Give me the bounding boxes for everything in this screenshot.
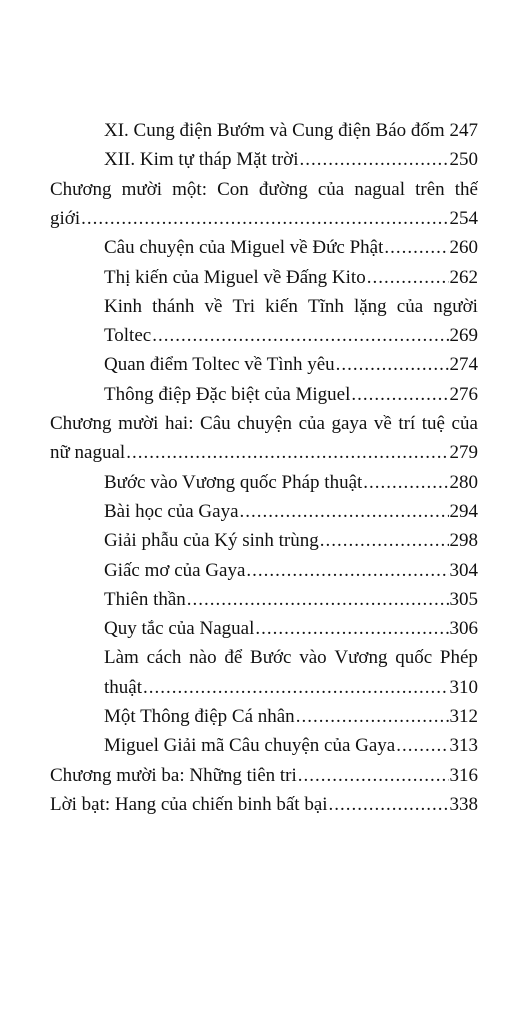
toc-word: người <box>433 295 478 317</box>
toc-entry-page-number: 269 <box>449 325 478 347</box>
toc-entry-page-number: 262 <box>449 266 478 288</box>
dot-leader <box>320 526 449 556</box>
toc-entry <box>104 673 478 703</box>
toc-word: đường <box>258 178 308 200</box>
dot-leader <box>187 585 449 615</box>
toc-entry <box>104 350 478 380</box>
dot-leader <box>367 263 449 293</box>
toc-word: mười <box>118 413 159 434</box>
dot-leader <box>126 438 448 468</box>
toc-entry-page-number: 310 <box>449 676 478 698</box>
toc-entry-title: Câu chuyện của Miguel về Đức Phật <box>104 237 384 259</box>
toc-entry-page-number: 304 <box>449 559 478 581</box>
toc-word: kiến <box>265 295 298 317</box>
toc-word: Câu <box>200 413 231 434</box>
toc-entry <box>104 702 478 732</box>
toc-entry <box>104 263 478 293</box>
dot-leader <box>81 204 448 234</box>
toc-word: Kinh <box>104 295 142 317</box>
toc-entry-page-number: 254 <box>449 207 478 229</box>
dot-leader <box>240 497 449 527</box>
toc-word: trên <box>415 178 445 200</box>
toc-word: quốc <box>395 647 433 669</box>
toc-entry-title: Một Thông điệp Cá nhân <box>104 706 295 727</box>
toc-word: chuyện <box>237 413 293 434</box>
toc-entry-wrapped-title <box>50 409 478 439</box>
toc-entry-title: giới <box>50 207 81 229</box>
toc-entry-title: Thiên thần <box>104 588 186 610</box>
toc-entry-title: thuật <box>104 676 142 698</box>
toc-word: mười <box>121 178 163 200</box>
toc-entry <box>50 438 478 468</box>
toc-entry <box>50 204 478 234</box>
toc-entry-title: Thông điệp Đặc biệt của Miguel <box>104 383 351 405</box>
toc-word: nào <box>189 647 217 669</box>
toc-entry-title: Quy tắc của Nagual <box>104 618 255 640</box>
toc-word: của <box>298 413 325 434</box>
toc-word: Làm <box>104 647 139 669</box>
toc-entry-page-number: 316 <box>449 764 478 786</box>
toc-entry <box>104 497 478 527</box>
toc-word: tuệ <box>421 413 445 434</box>
toc-entry <box>50 790 478 820</box>
toc-entry-page-number: 274 <box>449 354 478 376</box>
toc-entry-title: Bài học của Gaya <box>104 500 239 522</box>
toc-word: Con <box>217 178 249 200</box>
toc-entry-title: Toltec <box>104 325 152 347</box>
toc-word: về <box>204 295 223 317</box>
dot-leader <box>299 145 448 175</box>
toc-word: lặng <box>353 295 387 317</box>
toc-word: trí <box>398 413 416 434</box>
dot-leader <box>152 321 448 351</box>
toc-entry <box>104 556 478 586</box>
toc-entry-title: nữ nagual <box>50 442 126 464</box>
toc-word: Tĩnh <box>307 295 344 317</box>
toc-word: Bước <box>250 647 292 669</box>
toc-entry-title: Quan điểm Toltec về Tình yêu <box>104 354 335 376</box>
toc-entry-title: Lời bạt: Hang của chiến binh bất bại <box>50 793 328 815</box>
toc-entry-page-number: 312 <box>449 706 478 727</box>
toc-entry-page-number: 338 <box>449 793 478 815</box>
toc-entry <box>104 116 478 146</box>
toc-word: một: <box>172 178 207 200</box>
toc-entry-page-number: 279 <box>449 442 478 464</box>
toc-word: Chương <box>50 178 112 200</box>
toc-word: gaya <box>331 413 368 434</box>
toc-entry-page-number: 247 <box>449 120 478 141</box>
toc-word: nagual <box>354 178 406 200</box>
toc-entry-title: Giải phẫu của Ký sinh trùng <box>104 530 319 552</box>
toc-entry-page-number: 280 <box>449 471 478 493</box>
dot-leader <box>246 556 448 586</box>
toc-entry-title: XI. Cung điện Bướm và Cung điện Báo đốm <box>104 120 445 141</box>
dot-leader <box>396 731 448 761</box>
dot-leader <box>143 673 449 703</box>
toc-word: thánh <box>152 295 195 317</box>
toc-entry <box>104 526 478 556</box>
toc-word: về <box>373 413 392 434</box>
toc-word: cách <box>146 647 182 669</box>
toc-word: của <box>451 413 478 434</box>
toc-word: của <box>396 295 424 317</box>
toc-entry-title: Miguel Giải mã Câu chuyện của Gaya <box>104 735 396 757</box>
toc-entry-page-number: 250 <box>449 149 478 171</box>
toc-entry-title: Thị kiến của Miguel về Đấng Kito <box>104 266 366 288</box>
dot-leader <box>351 380 448 410</box>
toc-entry <box>50 761 478 791</box>
toc-entry-page-number: 276 <box>449 383 478 405</box>
toc-word: Chương <box>50 413 112 434</box>
toc-entry <box>104 233 478 263</box>
toc-entry-title: Bước vào Vương quốc Pháp thuật <box>104 471 363 493</box>
dot-leader <box>363 468 448 498</box>
toc-word: Phép <box>439 647 478 669</box>
toc-entry <box>104 614 478 644</box>
dot-leader <box>296 702 449 732</box>
toc-word: Vương <box>334 647 388 669</box>
toc-entry-wrapped-title <box>104 643 478 673</box>
toc-entry-page-number: 313 <box>449 735 478 757</box>
toc-word: thế <box>454 178 478 200</box>
toc-entry-page-number: 294 <box>449 500 478 522</box>
toc-word: vào <box>299 647 327 669</box>
toc-entry-wrapped-title <box>104 292 478 322</box>
toc-entry <box>104 468 478 498</box>
toc-entry <box>104 731 478 761</box>
toc-word: của <box>317 178 345 200</box>
dot-leader <box>329 790 449 820</box>
toc-entry-page-number: 306 <box>449 618 478 640</box>
dot-leader <box>255 614 448 644</box>
toc-entry <box>104 321 478 351</box>
dot-leader <box>384 233 448 263</box>
toc-entry-page-number: 305 <box>449 588 478 610</box>
toc-entry <box>104 585 478 615</box>
toc-entry-page-number: 298 <box>449 530 478 552</box>
toc-entry <box>104 145 478 175</box>
toc-entry-title: Giấc mơ của Gaya <box>104 559 246 581</box>
dot-leader <box>298 761 449 791</box>
toc-entry-page-number: 260 <box>449 237 478 259</box>
dot-leader <box>336 350 449 380</box>
toc-word: để <box>224 647 243 669</box>
toc-entry-title: Chương mười ba: Những tiên tri <box>50 764 297 786</box>
toc-word: hai: <box>165 413 194 434</box>
toc-entry-wrapped-title <box>50 175 478 205</box>
toc-entry-title: XII. Kim tự tháp Mặt trời <box>104 149 299 171</box>
toc-entry <box>104 380 478 410</box>
toc-word: Tri <box>232 295 256 317</box>
